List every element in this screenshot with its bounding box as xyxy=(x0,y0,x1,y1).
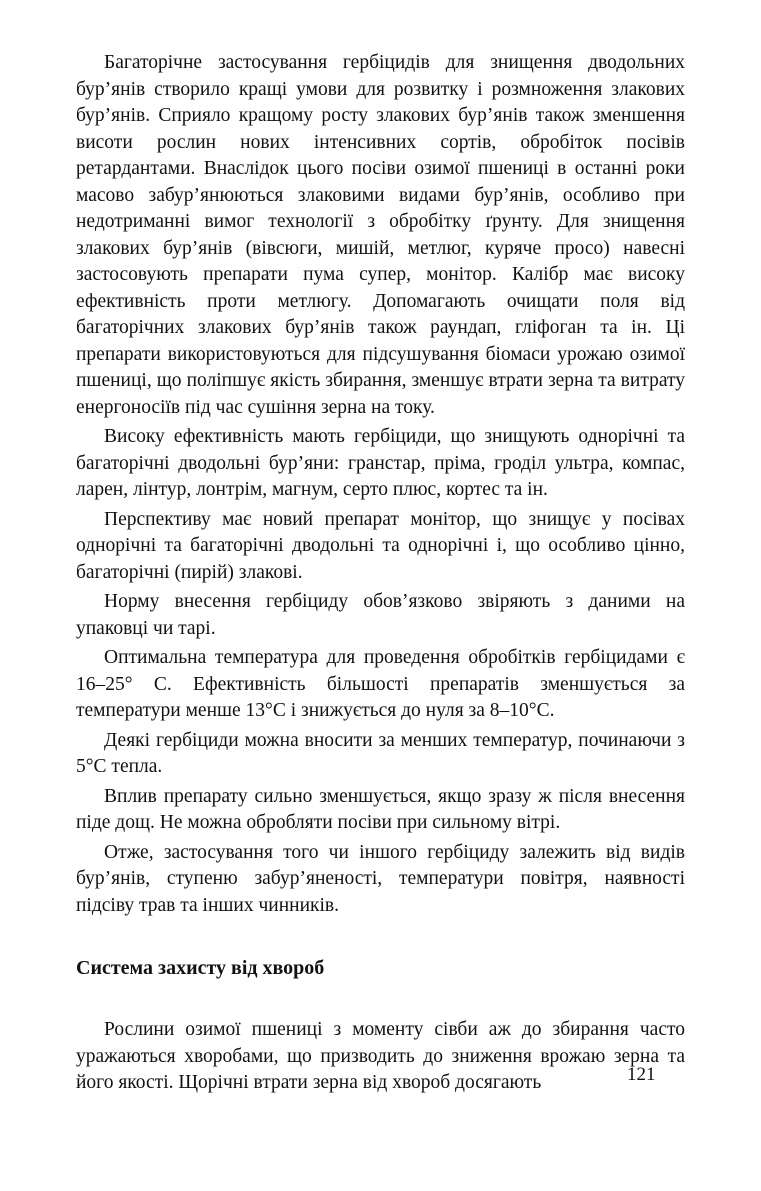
paragraph-low-temperature: Деякі гербіциди можна вносити за менших температур, починаючи з 5°С тепла. xyxy=(76,729,685,777)
page-content xyxy=(76,50,685,1100)
paragraph-diseases-intro: Рослини озимої пшениці з моменту сівби аж до збирання часто уражаються хворобами, що призводить до зниження врожаю зерна та його якості. Щорічні втрати зерна від хвороб досягають xyxy=(76,1019,685,1093)
paragraph-optimal-temperature: Оптимальна температура для проведення обробітків гербіцидами є 16–25° С. Ефективність більшості препаратів зменшується за температури менше 13°С і знижується до нуля за 8–10°С. xyxy=(76,647,685,721)
paragraph-herbicides-dicot-weeds: Високу ефективність мають гербіциди, що знищують однорічні та багаторічні дводольні бур’яни: гранстар, пріма, гроділ ультра, компас, ларен, лінтур, лонтрім, магнум, серто плюс, кортес та ін. xyxy=(76,426,685,500)
paragraph-herbicides-cereal-weeds: Багаторічне застосування гербіцидів для знищення дводольних бур’янів створило кращі умови для розвитку і розмноження злакових бур’янів. Сприяло кращому росту злакових бур’янів також зменшення висоти рослин нових інтенсивних сортів, обробіток посівів ретардантами. Внаслідок цього посіви озимої пшениці в останні роки масово забур’янюються злаковими видами бур’янів, особливо при недотриманні вимог технології з обробітку ґрунту. Для знищення злакових бур’янів (вівсюги, мишій, метлюг, куряче просо) навесні застосовують препарати пума супер, монітор. Калібр має високу ефективність проти метлюгу. Допомагають очищати поля від багаторічних злакових бур’янів також раундап, гліфоган та ін. Ці препарати використовуються для підсушування біомаси урожаю озимої пшениці, що поліпшує якість збирання, зменшує втрати зерна та витрату енергоносіїв під час сушіння зерна на току. xyxy=(76,52,685,418)
section-heading: Система захисту від хвороб xyxy=(76,957,325,979)
paragraph-application-rate: Норму внесення гербіциду обов’язково звіряють з даними на упаковці чи тарі. xyxy=(76,591,685,639)
paragraph-rain-wind: Вплив препарату сильно зменшується, якщо зразу ж після внесення піде дощ. Не можна обробляти посіви при сильному вітрі. xyxy=(76,785,685,833)
paragraph-conclusion: Отже, застосування того чи іншого гербіциду залежить від видів бур’янів, ступеню забур’яненості, температури повітря, наявності підсіву трав та інших чинників. xyxy=(76,841,685,916)
page-number: 121 xyxy=(627,1064,656,1085)
paragraph-monitor-preparation: Перспективу має новий препарат монітор, що знищує у посівах однорічні та багаторічні дводольні та однорічні і, що особливо цінно, багаторічні (пирій) злакові. xyxy=(76,508,685,583)
